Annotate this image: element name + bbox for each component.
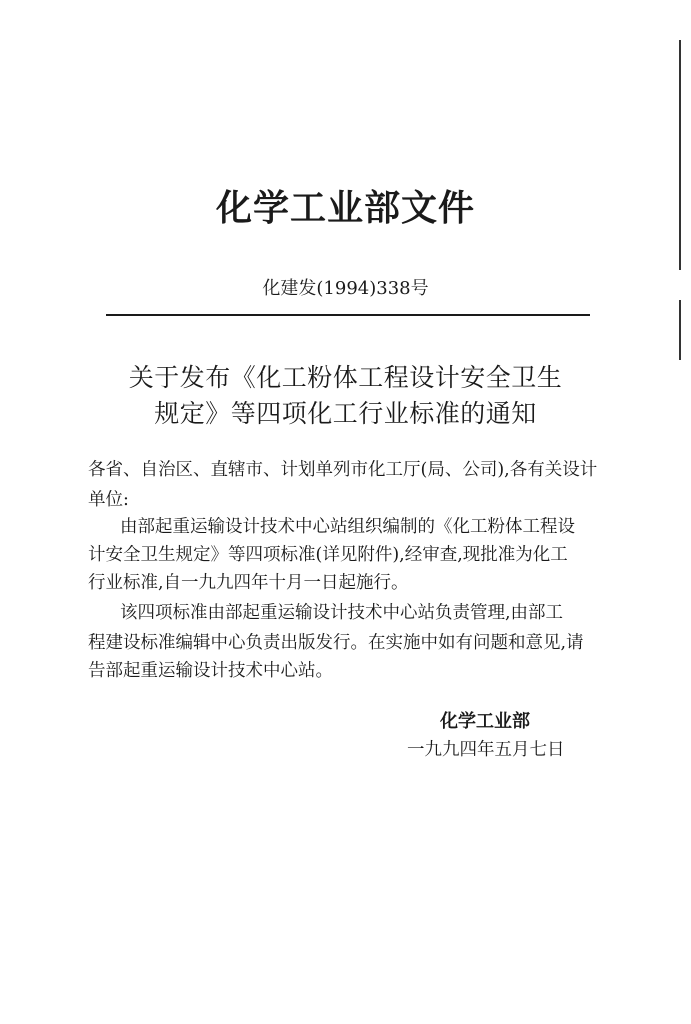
paragraph-1-line-3: 行业标准,自一九九四年十月一日起施行。 [88,573,409,593]
addressee-line-2: 单位: [88,490,129,510]
paragraph-1-line-2: 计安全卫生规定》等四项标准(详见附件),经审查,现批准为化工 [88,545,568,565]
signature-date: 一九九四年五月七日 [407,740,565,760]
signature-organization: 化学工业部 [440,711,530,732]
paragraph-2-line-3: 告部起重运输设计技术中心站。 [88,661,333,681]
paragraph-1-line-1: 由部起重运输设计技术中心站组织编制的《化工粉体工程设 [120,517,575,537]
notice-title-line-1: 关于发布《化工粉体工程设计安全卫生 [128,363,563,392]
document-number: 化建发(1994)338号 [262,278,429,299]
document-header-title: 化学工业部文件 [215,188,475,229]
notice-title-line-2: 规定》等四项化工行业标准的通知 [154,399,537,428]
scan-edge-line [679,40,681,270]
header-divider [106,314,590,316]
paragraph-2-line-1: 该四项标准由部起重运输设计技术中心站负责管理,由部工 [120,603,564,623]
paragraph-2-line-2: 程建设标准编辑中心负责出版发行。在实施中如有问题和意见,请 [88,633,584,653]
addressee-line-1: 各省、自治区、直辖市、计划单列市化工厅(局、公司),各有关设计 [88,460,598,480]
scan-edge-line-lower [679,300,681,360]
